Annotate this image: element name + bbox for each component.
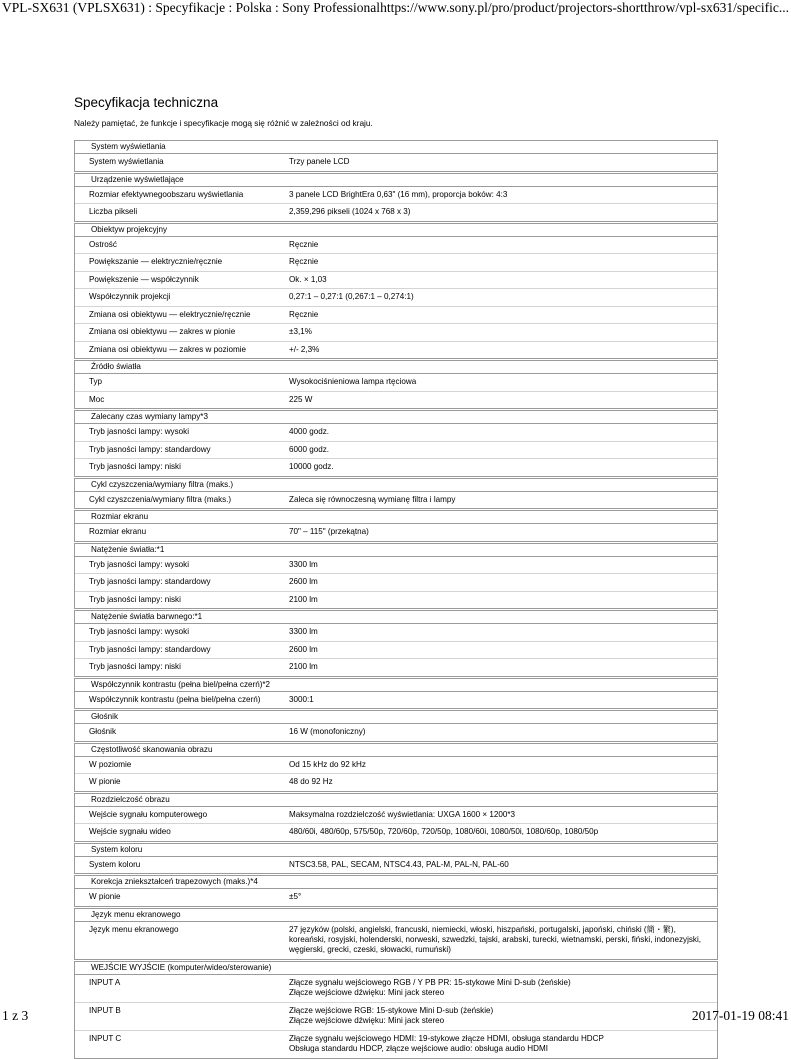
spec-section [74, 410, 718, 477]
spec-label: Powiększenie — współczynnik [89, 274, 199, 284]
spec-value: 70" – 115" (przekątna) [289, 527, 369, 536]
spec-value-line: Złącze sygnału wejściowego HDMI: 19-stykowe złącze HDMI, obsługa standardu HDCP [289, 1033, 604, 1043]
spec-value: 480/60i, 480/60p, 575/50p, 720/60p, 720/50p, 1080/60i, 1080/50i, 1080/60p, 1080/50p [289, 827, 599, 836]
spec-value: 27 języków (polski, angielski, francuski, niemiecki, włoski, hiszpański, portugalski, japoński, chiński (簡・繁), koreański, rosyjski, holenderski, norweski, szwedzki, tajski, arabski, turecki, wietnamski, perski, fiński, indonezyjski, węgierski, grecki, czeski, słowacki, rumuński) [289, 924, 702, 954]
spec-value-line: Złącze sygnału wejściowego RGB / Y PB PR: 15-stykowe Mini D-sub (żeńskie) [289, 977, 571, 987]
spec-value: 3300 lm [289, 627, 318, 636]
spec-row [75, 237, 717, 255]
print-header-url: https://www.sony.pl/pro/product/projectors-shortthrow/vpl-sx631/specific... [380, 0, 789, 15]
spec-section-header: Głośnik [75, 711, 717, 724]
spec-value-line: Obsługa standardu HDCP, złącze wejściowe audio: obsługa audio HDMI [289, 1043, 548, 1053]
spec-label: Tryb jasności lampy: niski [89, 462, 181, 471]
spec-label: Tryb jasności lampy: niski [89, 594, 181, 604]
spec-value: ±5° [289, 892, 302, 901]
spec-section-header: Natężenie światła:*1 [75, 544, 717, 557]
spec-value: Zaleca się równoczesną wymianę filtra i lampy [289, 494, 456, 504]
spec-label: Współczynnik kontrastu (pełna biel/pełna czerń) [89, 694, 261, 704]
spec-value: Maksymalna rozdzielczość wyświetlania: UXGA 1600 × 1200*3 [289, 809, 516, 819]
spec-row [75, 442, 717, 460]
spec-value: Ręcznie [289, 239, 319, 249]
spec-value: Wysokociśnieniowa lampa rtęciowa [289, 377, 417, 386]
spec-value: 16 W (monofoniczny) [289, 727, 366, 736]
spec-row [75, 154, 717, 171]
spec-label: System koloru [89, 859, 141, 869]
spec-value: Ręcznie [289, 257, 319, 266]
spec-label: Rozmiar ekranu [89, 527, 147, 536]
spec-row [75, 574, 717, 592]
spec-section [74, 793, 718, 842]
spec-value: 10000 godz. [289, 462, 334, 471]
spec-value: +/- 2,3% [289, 344, 320, 354]
spec-value: 2100 lm [289, 662, 318, 671]
spec-section [74, 908, 718, 960]
spec-section [74, 843, 718, 875]
spec-row [75, 459, 717, 476]
spec-row [75, 857, 717, 874]
spec-value: Od 15 kHz do 92 kHz [289, 759, 366, 769]
spec-row [75, 307, 717, 325]
spec-value: 3000:1 [289, 694, 314, 704]
spec-row [75, 642, 717, 660]
spec-row [75, 807, 717, 825]
spec-row [75, 724, 717, 741]
spec-label: System wyświetlania [89, 157, 164, 166]
page-title: Specyfikacja techniczna [74, 95, 219, 110]
spec-value: Trzy panele LCD [289, 157, 350, 166]
spec-label: Zmiana osi obiektywu — zakres w poziomie [89, 344, 246, 354]
spec-row [75, 624, 717, 642]
spec-label: Moc [89, 394, 105, 404]
spec-label: Tryb jasności lampy: standardowy [89, 444, 211, 454]
print-header-title: VPL-SX631 (VPLSX631) : Specyfikacje : Polska : Sony Professional [2, 0, 380, 15]
spec-row [75, 204, 717, 221]
spec-label: INPUT C [89, 1033, 122, 1043]
spec-section [74, 478, 718, 510]
print-footer [0, 1005, 791, 1024]
spec-section [74, 173, 718, 222]
spec-row [75, 374, 717, 392]
spec-label: W pionie [89, 892, 121, 901]
spec-section [74, 510, 718, 542]
print-footer-page: 1 z 3 [2, 1008, 29, 1023]
spec-section [74, 610, 718, 677]
spec-row [75, 692, 717, 709]
spec-section [74, 710, 718, 742]
spec-row [75, 922, 717, 959]
page-note: Należy pamiętać, że funkcje i specyfikacje mogą się różnić w zależności od kraju. [74, 118, 373, 128]
spec-row [75, 324, 717, 342]
spec-label: Tryb jasności lampy: standardowy [89, 577, 211, 586]
spec-label: Tryb jasności lampy: niski [89, 662, 181, 671]
spec-value: 2,359,296 pikseli (1024 x 768 x 3) [289, 207, 411, 216]
spec-value: 225 W [289, 394, 313, 404]
spec-section-header: Język menu ekranowego [75, 909, 717, 922]
spec-label: Ostrość [89, 239, 117, 249]
spec-row [75, 254, 717, 272]
spec-value: 3300 lm [289, 559, 318, 569]
spec-row [75, 424, 717, 442]
spec-row [75, 659, 717, 676]
spec-label: INPUT B [89, 1005, 121, 1015]
spec-row [75, 187, 717, 205]
spec-value: 4000 godz. [289, 427, 330, 436]
spec-value: Ręcznie [289, 309, 319, 319]
spec-value: 2600 lm [289, 577, 318, 586]
spec-section-header: Rozmiar ekranu [75, 511, 717, 524]
spec-row [75, 392, 717, 409]
spec-row [75, 889, 717, 906]
spec-label: Rozmiar efektywnegoobszaru wyświetlania [89, 189, 244, 199]
spec-row [75, 975, 717, 1003]
print-header [0, 0, 791, 16]
spec-value: 48 do 92 Hz [289, 777, 333, 786]
spec-label: Zmiana osi obiektywu — elektrycznie/ręcznie [89, 309, 251, 319]
spec-section-header: System wyświetlania [75, 141, 717, 154]
spec-section [74, 140, 718, 172]
spec-row [75, 774, 717, 791]
spec-section [74, 875, 718, 907]
print-footer-datetime: 2017-01-19 08:41 [691, 1008, 789, 1023]
spec-value: 2600 lm [289, 644, 318, 654]
spec-section [74, 360, 718, 409]
spec-row [75, 524, 717, 541]
spec-value: 6000 godz. [289, 444, 330, 454]
spec-section [74, 223, 718, 360]
spec-value: Ok. × 1,03 [289, 274, 327, 284]
spec-label: W pionie [89, 777, 121, 786]
spec-row [75, 289, 717, 307]
spec-label: Wejście sygnału wideo [89, 827, 171, 836]
spec-section-header: Częstotliwość skanowania obrazu [75, 744, 717, 757]
spec-label: Tryb jasności lampy: wysoki [89, 427, 189, 436]
spec-row [75, 757, 717, 775]
spec-section-header: System koloru [75, 844, 717, 857]
spec-section-header: WEJŚCIE WYJŚCIE (komputer/wideo/sterowanie) [75, 962, 717, 975]
spec-label: Cykl czyszczenia/wymiany filtra (maks.) [89, 494, 232, 504]
spec-section-header: Rozdzielczość obrazu [75, 794, 717, 807]
spec-label: Zmiana osi obiektywu — zakres w pionie [89, 327, 236, 336]
spec-value [289, 978, 717, 998]
spec-value: 2100 lm [289, 594, 318, 604]
spec-label: Język menu ekranowego [89, 924, 179, 934]
spec-row [75, 824, 717, 841]
spec-section-header: Natężenie światła barwnego:*1 [75, 611, 717, 624]
spec-section-header: Zalecany czas wymiany lampy*3 [75, 411, 717, 424]
spec-row [75, 492, 717, 509]
spec-label: INPUT A [89, 977, 121, 987]
spec-section [74, 743, 718, 792]
spec-value-line: Złącze wejściowe RGB: 15-stykowe Mini D-sub (żeńskie) [289, 1005, 494, 1015]
spec-label: Tryb jasności lampy: standardowy [89, 644, 211, 654]
spec-table [74, 140, 718, 1053]
spec-value: NTSC3.58, PAL, SECAM, NTSC4.43, PAL-M, PAL-N, PAL-60 [289, 859, 509, 869]
spec-value: 0,27:1 – 0,27:1 (0,267:1 – 0,274:1) [289, 292, 414, 301]
spec-label: Tryb jasności lampy: wysoki [89, 627, 189, 636]
spec-value [289, 1034, 717, 1054]
spec-label: Głośnik [89, 727, 116, 736]
spec-section-header: Obiektyw projekcyjny [75, 224, 717, 237]
spec-label: Współczynnik projekcji [89, 292, 171, 301]
spec-section-header: Cykl czyszczenia/wymiany filtra (maks.) [75, 479, 717, 492]
spec-row [75, 592, 717, 609]
spec-value-line: Złącze wejściowe dźwięku: Mini jack stereo [289, 987, 445, 997]
spec-value: ±3,1% [289, 327, 312, 336]
spec-row [75, 272, 717, 290]
spec-label: Powiększanie — elektrycznie/ręcznie [89, 257, 223, 266]
spec-label: W poziomie [89, 759, 132, 769]
spec-section [74, 678, 718, 710]
spec-label: Wejście sygnału komputerowego [89, 809, 208, 819]
spec-label: Tryb jasności lampy: wysoki [89, 559, 189, 569]
spec-row [75, 1031, 717, 1058]
spec-section-header: Źródło światła [75, 361, 717, 374]
spec-section-header: Współczynnik kontrastu (pełna biel/pełna czerń)*2 [75, 679, 717, 692]
spec-value-line: Złącze wejściowe dźwięku: Mini jack stereo [289, 1015, 445, 1025]
spec-section [74, 543, 718, 610]
spec-row [75, 342, 717, 359]
spec-value: 3 panele LCD BrightEra 0,63" (16 mm), proporcja boków: 4:3 [289, 189, 508, 199]
spec-label: Typ [89, 377, 103, 386]
spec-row [75, 557, 717, 575]
spec-section-header: Urządzenie wyświetlające [75, 174, 717, 187]
spec-label: Liczba pikseli [89, 207, 138, 216]
spec-section-header: Korekcja zniekształceń trapezowych (maks.)*4 [75, 876, 717, 889]
